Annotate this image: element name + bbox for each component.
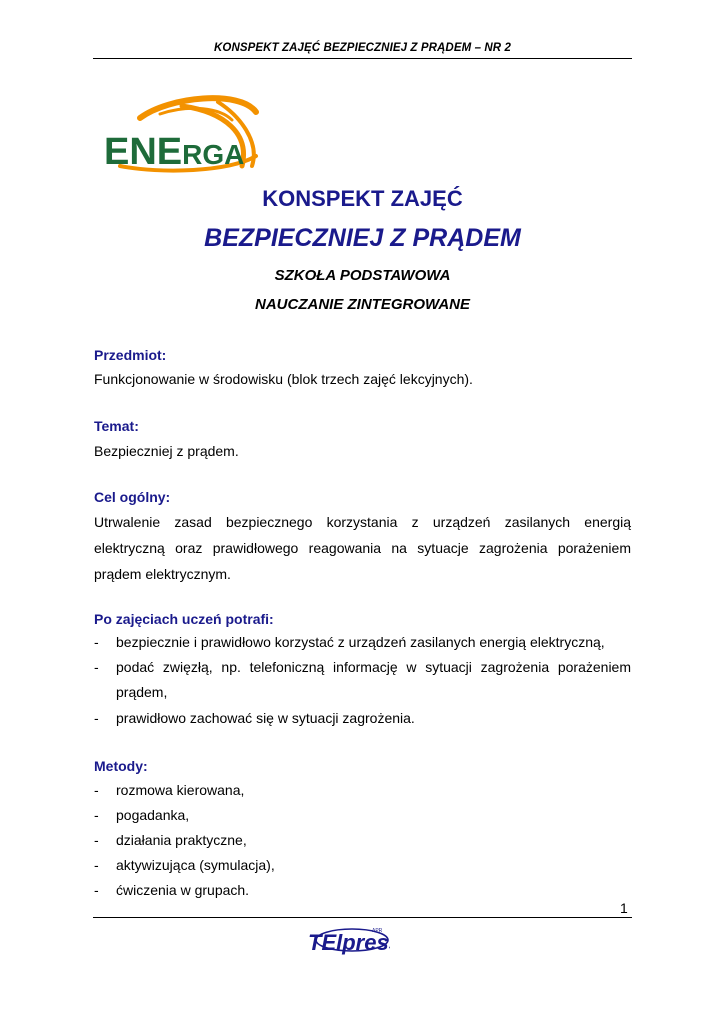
telpress-logo-superscript: APR	[372, 928, 383, 934]
list-item	[94, 778, 631, 803]
bullet-dash: -	[94, 832, 99, 848]
list-item-text: prawidłowo zachować się w sytuacji zagrożenia.	[116, 710, 415, 726]
svg-text:ENERGA	[104, 131, 244, 173]
section-text-temat: Bezpieczniej z prądem.	[94, 443, 239, 459]
list-item-text: rozmowa kierowana,	[116, 782, 245, 798]
bullet-dash: -	[94, 659, 99, 675]
school-level: SZKOŁA PODSTAWOWA	[274, 267, 451, 284]
list-item-text: aktywizująca (symulacja),	[116, 857, 275, 873]
list-item-text: działania praktyczne,	[116, 832, 247, 848]
bullet-dash: -	[94, 857, 99, 873]
logo-text-small: RGA	[182, 139, 245, 170]
section-text-cel: Utrwalenie zasad bezpiecznego korzystania z urządzeń zasilanych energią elektryczną oraz prawidłowego reagowania na sytuacje zagrożenia porażeniem prądem elektrycznym.	[94, 514, 631, 582]
section-heading-cel: Cel ogólny:	[94, 489, 171, 505]
list-item	[94, 655, 631, 705]
list-item	[94, 630, 631, 655]
document-subtitle: BEZPIECZNIEJ Z PRĄDEM	[204, 224, 521, 252]
bullet-dash: -	[94, 882, 99, 898]
section-heading-potrafi: Po zajęciach uczeń potrafi:	[94, 611, 274, 627]
teaching-mode: NAUCZANIE ZINTEGROWANE	[255, 296, 470, 313]
energa-logo-graphic	[100, 94, 270, 174]
list-item-text: ćwiczenia w grupach.	[116, 882, 250, 898]
energa-logo	[100, 94, 270, 174]
bullet-dash: -	[94, 634, 99, 650]
section-heading-temat: Temat:	[94, 418, 139, 434]
list-item-text: pogadanka,	[116, 807, 190, 823]
list-item	[94, 828, 631, 853]
list-item-text: bezpiecznie i prawidłowo korzystać z urządzeń zasilanych energią elektryczną,	[116, 634, 605, 650]
bullet-dash: -	[94, 807, 99, 823]
telpress-logo-graphic	[306, 922, 390, 958]
header-rule	[93, 58, 632, 59]
telpress-logo	[306, 922, 390, 958]
page-number: 1	[620, 900, 628, 916]
list-item	[94, 853, 631, 878]
running-header: KONSPEKT ZAJĘĆ BEZPIECZNIEJ Z PRĄDEM – NR 2	[214, 42, 511, 54]
bullet-dash: -	[94, 782, 99, 798]
section-text-przedmiot: Funkcjonowanie w środowisku (blok trzech zajęć lekcyjnych).	[94, 371, 473, 387]
section-heading-metody: Metody:	[94, 758, 148, 774]
list-item	[94, 803, 631, 828]
footer-rule	[93, 917, 632, 918]
telpress-logo-text: TElpres	[308, 930, 389, 955]
section-heading-przedmiot: Przedmiot:	[94, 347, 167, 363]
bullet-dash: -	[94, 710, 99, 726]
list-item	[94, 878, 631, 903]
document-title: KONSPEKT ZAJĘĆ	[262, 186, 463, 211]
list-item-text: podać zwięzłą, np. telefoniczną informację w sytuacji zagrożenia porażeniem prądem,	[116, 659, 631, 700]
logo-text-large: ENE	[104, 131, 183, 173]
list-item	[94, 706, 631, 731]
